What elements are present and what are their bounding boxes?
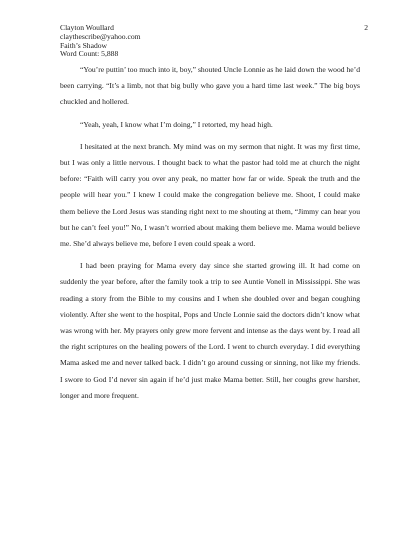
word-count: Word Count: 5,888	[60, 49, 119, 59]
author-email: claythescribe@yahoo.com	[60, 31, 141, 41]
paragraph: “You’re puttin’ too much into it, boy,” shouted Uncle Lonnie as he laid down the wood he’d been carrying. “It’s a limb, not that big bully who gave you a hard time last week.” The big boys chuckled and hollered.	[60, 65, 360, 107]
author-name: Clayton Woullard	[60, 23, 114, 32]
story-body	[60, 62, 360, 410]
paragraph: I had been praying for Mama every day since she started growing ill. It had come on suddenly the year before, after the family took a trip to see Auntie Vonell in Mississippi. She was reading a story from the Bible to my cousins and I when she doubled over and began coughing violently. After she went to the hospital, Pops and Uncle Lonnie said the doctors didn’t know what was wrong with her. My prayers only grew more fervent and intense as the days went by. I read all the right scriptures on the healing powers of the Lord. I went to church everyday. I did everything Mama asked me and never talked back. I didn’t go around cussing or sinning, not like my friends. I swore to God I’d never sin again if he’d just make Mama better. Still, her coughs grew harsher, longer and more frequent.	[60, 261, 360, 400]
page-number: 2	[364, 23, 368, 32]
paragraph: I hesitated at the next branch. My mind was on my sermon that night. It was my first time, but I was only a little nervous. I thought back to what the pastor had told me at church the night before: “Faith will carry you over any peak, no matter how far or wide. Speak the truth and the people will hear you.” I knew I could make the congregation believe me. Shoot, I could make them believe the Lord Jesus was standing right next to me shouting at them, “Jimmy can hear you but he can’t feel you!” No, I wasn’t worried about making them believe me. Mama would believe me. She’d always believe me, before I even could speak a word.	[60, 141, 360, 249]
manuscript-header	[60, 24, 141, 59]
paragraph: “Yeah, yeah, I know what I’m doing,” I retorted, my head high.	[80, 119, 273, 129]
story-title: Faith’s Shadow	[60, 40, 108, 50]
